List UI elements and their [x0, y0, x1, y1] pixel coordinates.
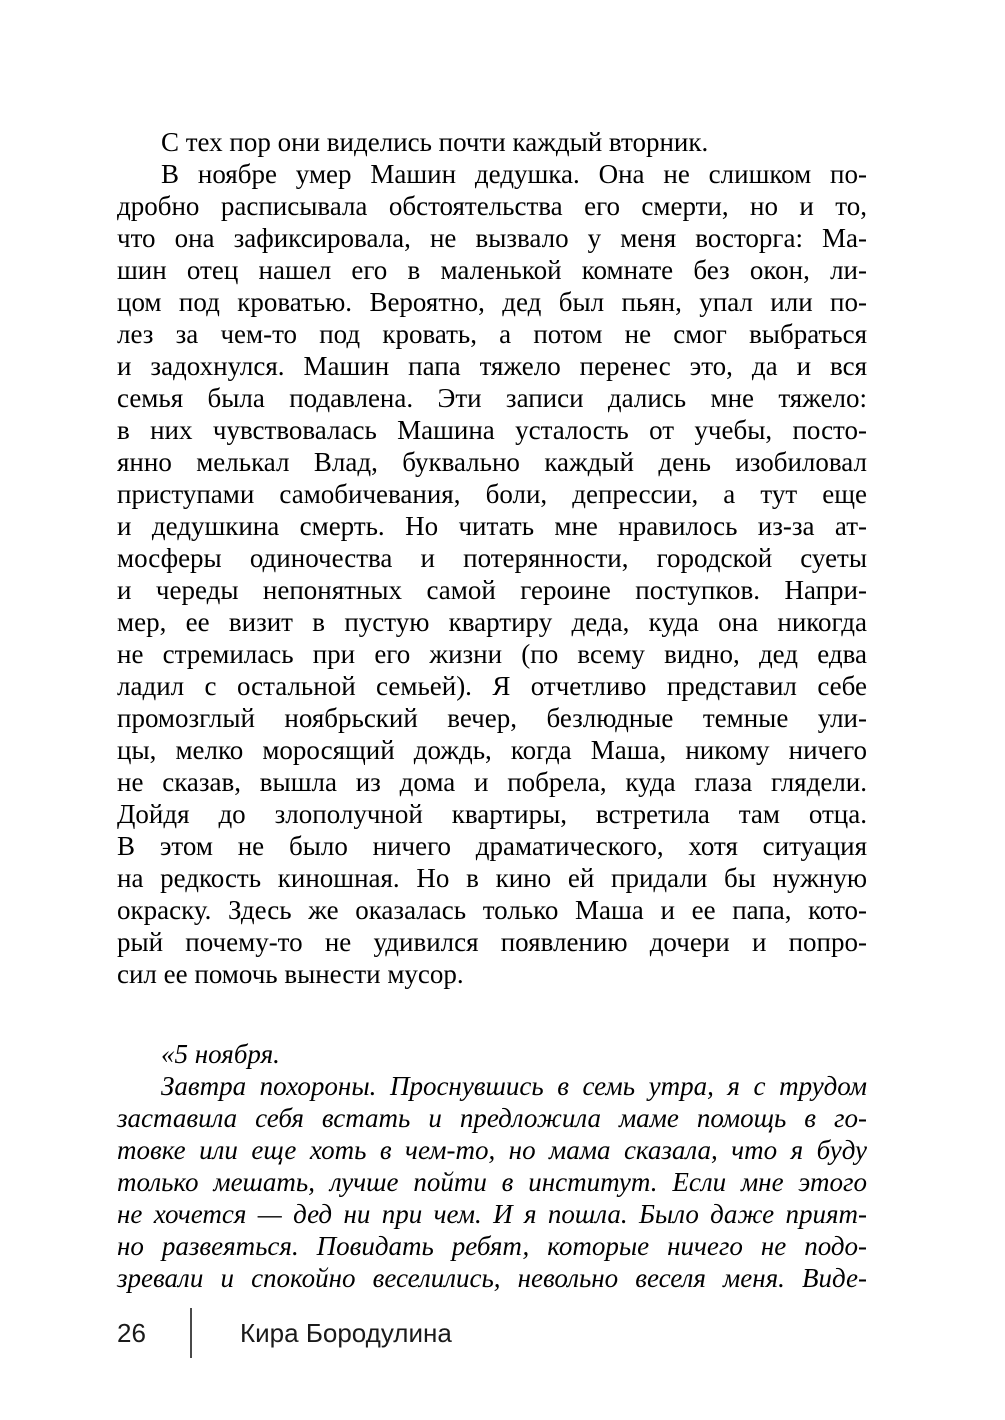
page-number: 26 [117, 1318, 146, 1348]
text-line: рый почему-то не удивился появлению дочери и попро- [117, 927, 867, 957]
text-line: зревали и спокойно веселились, невольно веселя меня. Виде- [117, 1263, 867, 1293]
text-line: Завтра похороны. Проснувшись в семь утра, я с трудом [161, 1071, 867, 1101]
text-line: лез за чем-то под кровать, а потом не смог выбраться [117, 319, 867, 349]
text-line: цы, мелко моросящий дождь, когда Маша, никому ничего [117, 735, 867, 765]
text-line: приступами самобичевания, боли, депрессии, а тут еще [117, 479, 867, 509]
text-line: янно мелькал Влад, буквально каждый день изобиловал [117, 447, 867, 477]
text-line: дробно расписывала обстоятельства его смерти, но и то, [117, 191, 867, 221]
text-line: цом под кроватью. Вероятно, дед был пьян, упал или по- [117, 287, 867, 317]
paragraph [117, 1070, 867, 1294]
text-line: окраску. Здесь же оказалась только Маша и ее папа, кото- [117, 895, 867, 925]
text-line: В этом не было ничего драматического, хотя ситуация [117, 831, 867, 861]
text-line: ладил с остальной семьей). Я отчетливо представил себе [117, 671, 867, 701]
text-line: семья была подавлена. Эти записи дались мне тяжело: [117, 383, 867, 413]
text-line: мер, ее визит в пустую квартиру деда, куда она никогда [117, 607, 867, 637]
text-line: промозглый ноябрьский вечер, безлюдные темные ули- [117, 703, 867, 733]
paragraph [117, 126, 867, 158]
footer-divider [190, 1308, 192, 1358]
text-line: Дойдя до злополучной квартиры, встретила там отца. [117, 799, 867, 829]
text-line: заставила себя встать и предложила маме помощь в го- [117, 1103, 867, 1133]
paragraph [117, 158, 867, 990]
footer-author: Кира Бородулина [240, 1318, 452, 1348]
text-line: в них чувствовалась Машина усталость от учебы, посто- [117, 415, 867, 445]
text-line: не хочется — дед ни при чем. И я пошла. Было даже прият- [117, 1199, 867, 1229]
text-line: «5 ноября. [161, 1039, 280, 1069]
text-line: что она зафиксировала, не вызвало у меня восторга: Ма- [117, 223, 867, 253]
paragraph [117, 1038, 867, 1070]
text-line: только мешать, лучше пойти в институт. Если мне этого [117, 1167, 867, 1197]
text-line: С тех пор они виделись почти каждый вторник. [161, 127, 709, 157]
text-line: но развеяться. Повидать ребят, которые ничего не подо- [117, 1231, 867, 1261]
text-line: и задохнулся. Машин папа тяжело перенес это, да и вся [117, 351, 867, 381]
text-line: шин отец нашел его в маленькой комнате без окон, ли- [117, 255, 867, 285]
text-line: и дедушкина смерть. Но читать мне нравилось из-за ат- [117, 511, 867, 541]
text-line: не сказав, вышла из дома и побрела, куда глаза глядели. [117, 767, 867, 797]
text-line: товке или еще хоть в чем-то, но мама сказала, что я буду [117, 1135, 867, 1165]
text-line: мосферы одиночества и потерянности, городской суеты [117, 543, 867, 573]
page-footer [0, 1308, 1005, 1360]
text-line: и череды непонятных самой героине поступков. Напри- [117, 575, 867, 605]
text-line: не стремилась при его жизни (по всему видно, дед едва [117, 639, 867, 669]
text-line: В ноябре умер Машин дедушка. Она не слишком по- [161, 159, 867, 189]
text-line: на редкость киношная. Но в кино ей придали бы нужную [117, 863, 867, 893]
text-block [117, 126, 867, 1294]
text-line: сил ее помочь вынести мусор. [117, 959, 464, 989]
